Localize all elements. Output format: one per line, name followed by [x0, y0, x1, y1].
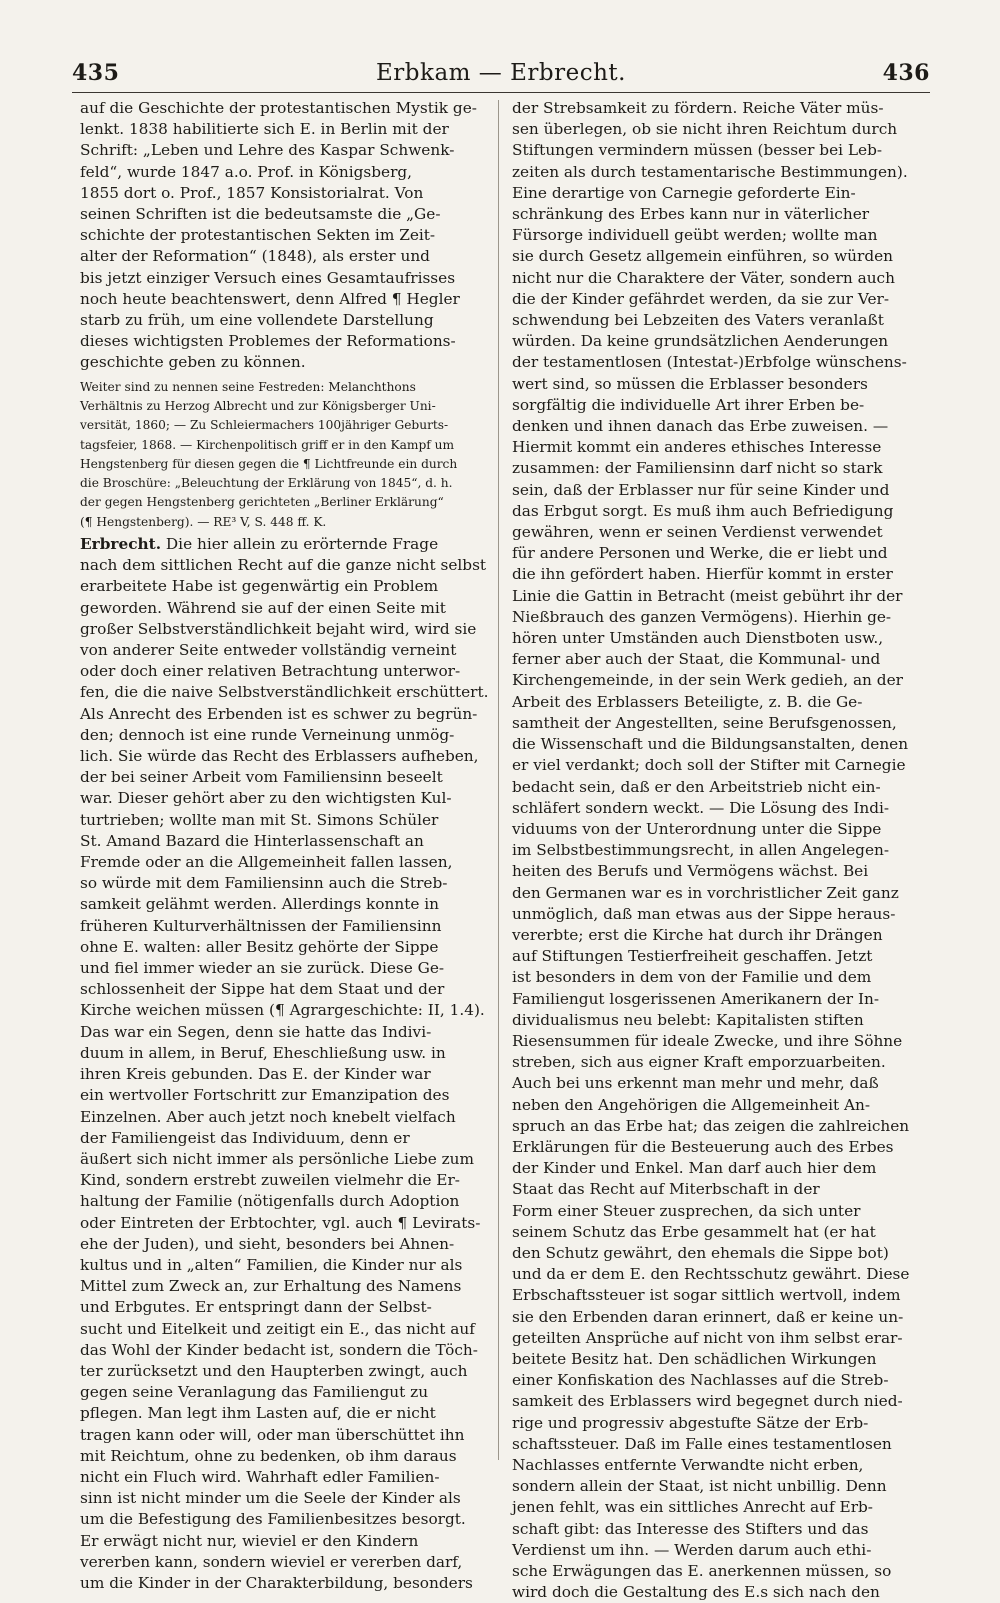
article-first-line-text: Die hier allein zu erörternde Frage [161, 535, 439, 554]
text-line: für andere Personen und Werke, die er liebt und [512, 544, 888, 563]
text-line: Kind, sondern erstrebt zuweilen vielmehr die Er- [80, 1171, 460, 1190]
text-line: lich. Sie würde das Recht des Erblassers aufheben, [80, 747, 479, 766]
text-line: den Germanen war es in vorchristlicher Zeit ganz [512, 883, 899, 902]
text-line: den; dennoch ist eine runde Verneinung unmög- [80, 725, 455, 744]
text-line: das Erbgut sorgt. Es muß ihm auch Befriedigung [512, 501, 894, 520]
text-line: beitete Besitz hat. Den schädlichen Wirkungen [512, 1349, 877, 1368]
text-line: samkeit gelähmt werden. Allerdings konnte in [80, 895, 440, 914]
text-line: Schrift: „Leben und Lehre des Kaspar Schwenk- [80, 141, 455, 160]
text-line: vererbte; erst die Kirche hat durch ihr Drängen [512, 925, 883, 944]
text-line: die der Kinder gefährdet werden, da sie zur Ver- [512, 289, 890, 308]
text-line: streben, sich aus eigner Kraft emporzuarbeiten. [512, 1053, 886, 1072]
note-line: tagsfeier, 1868. — Kirchenpolitisch griff er in den Kampf um [80, 437, 455, 452]
text-line: von anderer Seite entweder vollständig verneint [80, 641, 457, 660]
text-line: um die Befestigung des Familienbesitzes besorgt. [80, 1510, 466, 1529]
text-line: der Strebsamkeit zu fördern. Reiche Väter müs- [512, 99, 884, 117]
text-line: Kirchengemeinde, in der sein Werk gedieh, an der [512, 671, 903, 690]
text-line: alter der Reformation“ (1848), als erster und [80, 247, 430, 266]
text-line: die Wissenschaft und die Bildungsanstalten, denen [512, 735, 909, 754]
text-line: Er erwägt nicht nur, wieviel er den Kindern [80, 1531, 419, 1550]
text-line: lenkt. 1838 habilitierte sich E. in Berlin mit der [80, 120, 449, 139]
text-line: großer Selbstverständlichkeit bejaht wird, wird sie [80, 619, 477, 638]
text-line: kultus und in „alten“ Familien, die Kinder nur als [80, 1255, 463, 1274]
text-line: tragen kann oder will, oder man überschüttet ihn [80, 1425, 465, 1444]
text-line: St. Amand Bazard die Hinterlassenschaft an [80, 831, 424, 850]
text-line: noch heute beachtenswert, denn Alfred ¶ Hegler [80, 289, 460, 308]
text-line: früheren Kulturverhältnissen der Familiensinn [80, 916, 442, 935]
text-line: zeiten als durch testamentarische Bestimmungen). [512, 162, 908, 181]
text-line: das Wohl der Kinder bedacht ist, sondern die Töch- [80, 1340, 478, 1359]
text-line: ter zurücksetzt und den Haupterben zwingt, auch [80, 1361, 468, 1380]
text-line: Auch bei uns erkennt man mehr und mehr, daß [512, 1074, 879, 1093]
text-line: geteilten Ansprüche auf nicht von ihm selbst erar- [512, 1328, 903, 1347]
text-line: um die Kinder in der Charakterbildung, besonders [80, 1573, 473, 1592]
text-line: auf die Geschichte der protestantischen Mystik ge- [80, 99, 477, 117]
text-line: sie durch Gesetz allgemein einführen, so würden [512, 247, 894, 266]
note-line: versität, 1860; — Zu Schleiermachers 100jähriger Geburts- [80, 418, 449, 433]
text-line: und fiel immer wieder an sie zurück. Diese Ge- [80, 959, 445, 978]
text-line: ohne E. walten: aller Besitz gehörte der Sippe [80, 937, 439, 956]
text-line: oder Eintreten der Erbtochter, vgl. auch ¶ Levirats- [80, 1213, 481, 1232]
text-line: sondern allein der Staat, ist nicht unbillig. Denn [512, 1477, 887, 1496]
text-line: spruch an das Erbe hat; das zeigen die zahlreichen [512, 1116, 910, 1135]
text-line: gewähren, wenn er seinen Verdienst verwendet [512, 523, 883, 542]
text-line: wert sind, so müssen die Erblasser besonders [512, 374, 868, 393]
text-line: viduums von der Unterordnung unter die Sippe [512, 819, 882, 838]
text-line: der Familiengeist das Individuum, denn er [80, 1128, 410, 1147]
text-line: Fürsorge individuell geübt werden; wollte man [512, 226, 878, 245]
text-line: samtheit der Angestellten, seine Berufsgenossen, [512, 713, 897, 732]
text-line: Das war ein Segen, denn sie hatte das Indivi- [80, 1022, 432, 1041]
text-line: seinem Schutz das Erbe gesammelt hat (er hat [512, 1222, 876, 1241]
text-line: Kirche weichen müssen (¶ Agrargeschichte: II, 1.4). [80, 1001, 485, 1020]
text-line: schläfert sondern weckt. — Die Lösung des Indi- [512, 798, 890, 817]
text-line: sche Erwägungen das E. anerkennen müssen, so [512, 1562, 892, 1581]
text-line: geworden. Während sie auf der einen Seite mit [80, 598, 446, 617]
text-line: zusammen: der Familiensinn darf nicht so stark [512, 459, 883, 478]
text-line: sucht und Eitelkeit und zeitigt ein E., das nicht auf [80, 1319, 475, 1338]
text-line: Hiermit kommt ein anderes ethisches Interesse [512, 438, 882, 457]
column-divider [498, 100, 499, 1460]
text-line: feld“, wurde 1847 a.o. Prof. in Königsberg, [80, 162, 413, 181]
text-line: geschichte geben zu können. [80, 353, 306, 372]
text-line: sorgfältig die individuelle Art ihrer Erben be- [512, 395, 865, 414]
text-line: turtrieben; wollte man mit St. Simons Schüler [80, 810, 439, 829]
right-column [512, 98, 918, 1602]
text-line: nicht ein Fluch wird. Wahrhaft edler Familien- [80, 1467, 440, 1486]
text-line: bis jetzt einziger Versuch eines Gesamtaufrisses [80, 268, 456, 287]
text-line: würden. Da keine grundsätzlichen Aenderungen [512, 332, 889, 351]
bibliographic-note [80, 378, 486, 532]
text-line: hören unter Umständen auch Dienstboten usw., [512, 629, 884, 648]
text-line: seinen Schriften ist die bedeutsamste die „Ge- [80, 205, 441, 224]
text-line: schränkung des Erbes kann nur in väterlicher [512, 205, 870, 224]
text-line: starb zu früh, um eine vollendete Darstellung [80, 311, 434, 330]
text-line: vererben kann, sondern wieviel er vererben darf, [80, 1552, 463, 1571]
text-line: er viel verdankt; doch soll der Stifter mit Carnegie [512, 756, 906, 775]
text-line: schaftssteuer. Daß im Falle eines testamentlosen [512, 1434, 892, 1453]
text-line: so würde mit dem Familiensinn auch die Streb- [80, 874, 448, 893]
text-line: Staat das Recht auf Miterbschaft in der [512, 1180, 820, 1199]
text-line: sen überlegen, ob sie nicht ihren Reichtum durch [512, 120, 898, 139]
text-line: jenen fehlt, was ein sittliches Anrecht auf Erb- [512, 1498, 873, 1517]
erbrecht-article [80, 534, 489, 1594]
note-line: (¶ Hengstenberg). — RE³ V, S. 448 ff. K. [80, 514, 327, 529]
text-line: Nießbrauch des ganzen Vermögens). Hierhin ge- [512, 607, 892, 626]
text-line: pflegen. Man legt ihm Lasten auf, die er nicht [80, 1404, 436, 1423]
text-line: auf Stiftungen Testierfreiheit geschaffen. Jetzt [512, 947, 873, 966]
text-line: heiten des Berufs und Vermögens wächst. Bei [512, 862, 869, 881]
text-line: dividualismus neu belebt: Kapitalisten stiften [512, 1010, 864, 1029]
text-line: Verdienst um ihn. — Werden darum auch ethi- [512, 1540, 872, 1559]
text-line: im Selbstbestimmungsrecht, in allen Angelegen- [512, 841, 890, 860]
text-line: denken und ihnen danach das Erbe zuweisen. — [512, 417, 889, 436]
text-line: Als Anrecht des Erbenden ist es schwer zu begrün- [80, 704, 478, 723]
article-body-right [512, 98, 918, 1603]
text-line: Familiengut losgerissenen Amerikanern der In- [512, 989, 880, 1008]
text-line: war. Dieser gehört aber zu den wichtigsten Kul- [80, 789, 452, 808]
text-line: sein, daß der Erblasser nur für seine Kinder und [512, 480, 890, 499]
text-line: dieses wichtigsten Problemes der Reformations- [80, 332, 456, 351]
text-line: Erklärungen für die Besteuerung auch des Erbes [512, 1137, 894, 1156]
text-line: ist besonders in dem von der Familie und dem [512, 968, 872, 987]
text-line: der Kinder und Enkel. Man darf auch hier dem [512, 1159, 877, 1178]
page-header [72, 58, 930, 93]
text-line: schaft gibt: das Interesse des Stifters und das [512, 1519, 869, 1538]
note-line: Weiter sind zu nennen seine Festreden: Melanchthons [80, 379, 416, 394]
text-line: Linie die Gattin in Betracht (meist gebührt ihr der [512, 586, 903, 605]
text-line: ferner aber auch der Staat, die Kommunal- und [512, 650, 881, 669]
note-line: die Broschüre: „Beleuchtung der Erklärung von 1845“, d. h. [80, 476, 453, 491]
text-line: rige und progressiv abgestufte Sätze der Erb- [512, 1413, 869, 1432]
text-line: Fremde oder an die Allgemeinheit fallen lassen, [80, 853, 453, 872]
text-line: äußert sich nicht immer als persönliche Liebe zum [80, 1149, 475, 1168]
article-first-line [80, 534, 486, 555]
note-line: der gegen Hengstenberg gerichteten „Berliner Erklärung“ [80, 495, 444, 510]
text-line: Erbschaftssteuer ist sogar sittlich wertvoll, indem [512, 1286, 901, 1305]
text-line: 1855 dort o. Prof., 1857 Konsistorialrat. Von [80, 183, 424, 202]
text-line: Form einer Steuer zusprechen, da sich unter [512, 1201, 861, 1220]
text-line: ihren Kreis gebunden. Das E. der Kinder war [80, 1065, 431, 1084]
text-line: duum in allem, in Beruf, Eheschließung usw. in [80, 1043, 446, 1062]
note-line: Hengstenberg für diesen gegen die ¶ Lichtfreunde ein durch [80, 456, 458, 471]
text-line: neben den Angehörigen die Allgemeinheit An- [512, 1095, 871, 1114]
text-line: einer Konfiskation des Nachlasses auf die Streb- [512, 1371, 889, 1390]
article-body-left [80, 555, 489, 1594]
text-line: der testamentlosen (Intestat-)Erbfolge wünschens- [512, 353, 907, 372]
text-line: bedacht sein, daß er den Arbeitstrieb nicht ein- [512, 777, 881, 796]
page-number-right: 436 [882, 60, 930, 86]
text-line: nicht nur die Charaktere der Väter, sondern auch [512, 268, 895, 287]
text-line: Nachlasses entfernte Verwandte nicht erben, [512, 1456, 864, 1474]
text-line: oder doch einer relativen Betrachtung unterwor- [80, 662, 461, 681]
erbkam-article-end [80, 98, 486, 374]
article-headword: Erbrecht. [80, 535, 162, 554]
text-line: Mittel zum Zweck an, zur Erhaltung des Namens [80, 1277, 462, 1296]
note-line: Verhältnis zu Herzog Albrecht und zur Königsberger Uni- [80, 398, 436, 413]
text-line: den Schutz gewährt, den ehemals die Sippe bot) [512, 1243, 889, 1262]
text-line: der bei seiner Arbeit vom Familiensinn beseelt [80, 768, 443, 787]
text-line: schlossenheit der Sippe hat dem Staat und der [80, 980, 445, 999]
text-line: fen, die die naive Selbstverständlichkeit erschüttert. [80, 683, 489, 702]
text-line: die ihn gefördert haben. Hierfür kommt in erster [512, 565, 893, 584]
text-line: Stiftungen vermindern müssen (besser bei Leb- [512, 141, 883, 160]
text-line: erarbeitete Habe ist gegenwärtig ein Problem [80, 577, 439, 596]
text-line: nach dem sittlichen Recht auf die ganze nicht selbst [80, 556, 487, 575]
text-line: gegen seine Veranlagung das Familiengut zu [80, 1383, 429, 1402]
text-line: wird doch die Gestaltung des E.s sich nach den [512, 1583, 880, 1602]
text-line: Riesensummen für ideale Zwecke, und ihre Söhne [512, 1031, 903, 1050]
page-number-left: 435 [72, 60, 120, 86]
text-line: haltung der Familie (nötigenfalls durch Adoption [80, 1192, 460, 1211]
text-line: ein wertvoller Fortschritt zur Emanzipation des [80, 1086, 450, 1105]
text-line: sinn ist nicht minder um die Seele der Kinder als [80, 1489, 461, 1508]
text-line: ehe der Juden), und sieht, besonders bei Ahnen- [80, 1234, 455, 1253]
running-title: Erbkam — Erbrecht. [376, 60, 626, 86]
text-line: und da er dem E. den Rechtsschutz gewährt. Diese [512, 1265, 910, 1284]
text-line: Einzelnen. Aber auch jetzt noch knebelt vielfach [80, 1107, 456, 1126]
text-line: unmöglich, daß man etwas aus der Sippe heraus- [512, 904, 896, 923]
text-line: Eine derartige von Carnegie geforderte Ein- [512, 183, 856, 202]
text-line: mit Reichtum, ohne zu bedenken, ob ihm daraus [80, 1446, 457, 1465]
text-line: schichte der protestantischen Sekten im Zeit- [80, 226, 436, 245]
text-line: schwendung bei Lebzeiten des Vaters veranlaßt [512, 311, 884, 330]
text-line: und Erbgutes. Er entspringt dann der Selbst- [80, 1298, 432, 1317]
text-line: Arbeit des Erblassers Beteiligte, z. B. die Ge- [512, 692, 863, 711]
left-column [80, 98, 489, 1592]
text-line: samkeit des Erblassers wird begegnet durch nied- [512, 1392, 903, 1411]
text-line: sie den Erbenden daran erinnert, daß er keine un- [512, 1307, 904, 1326]
